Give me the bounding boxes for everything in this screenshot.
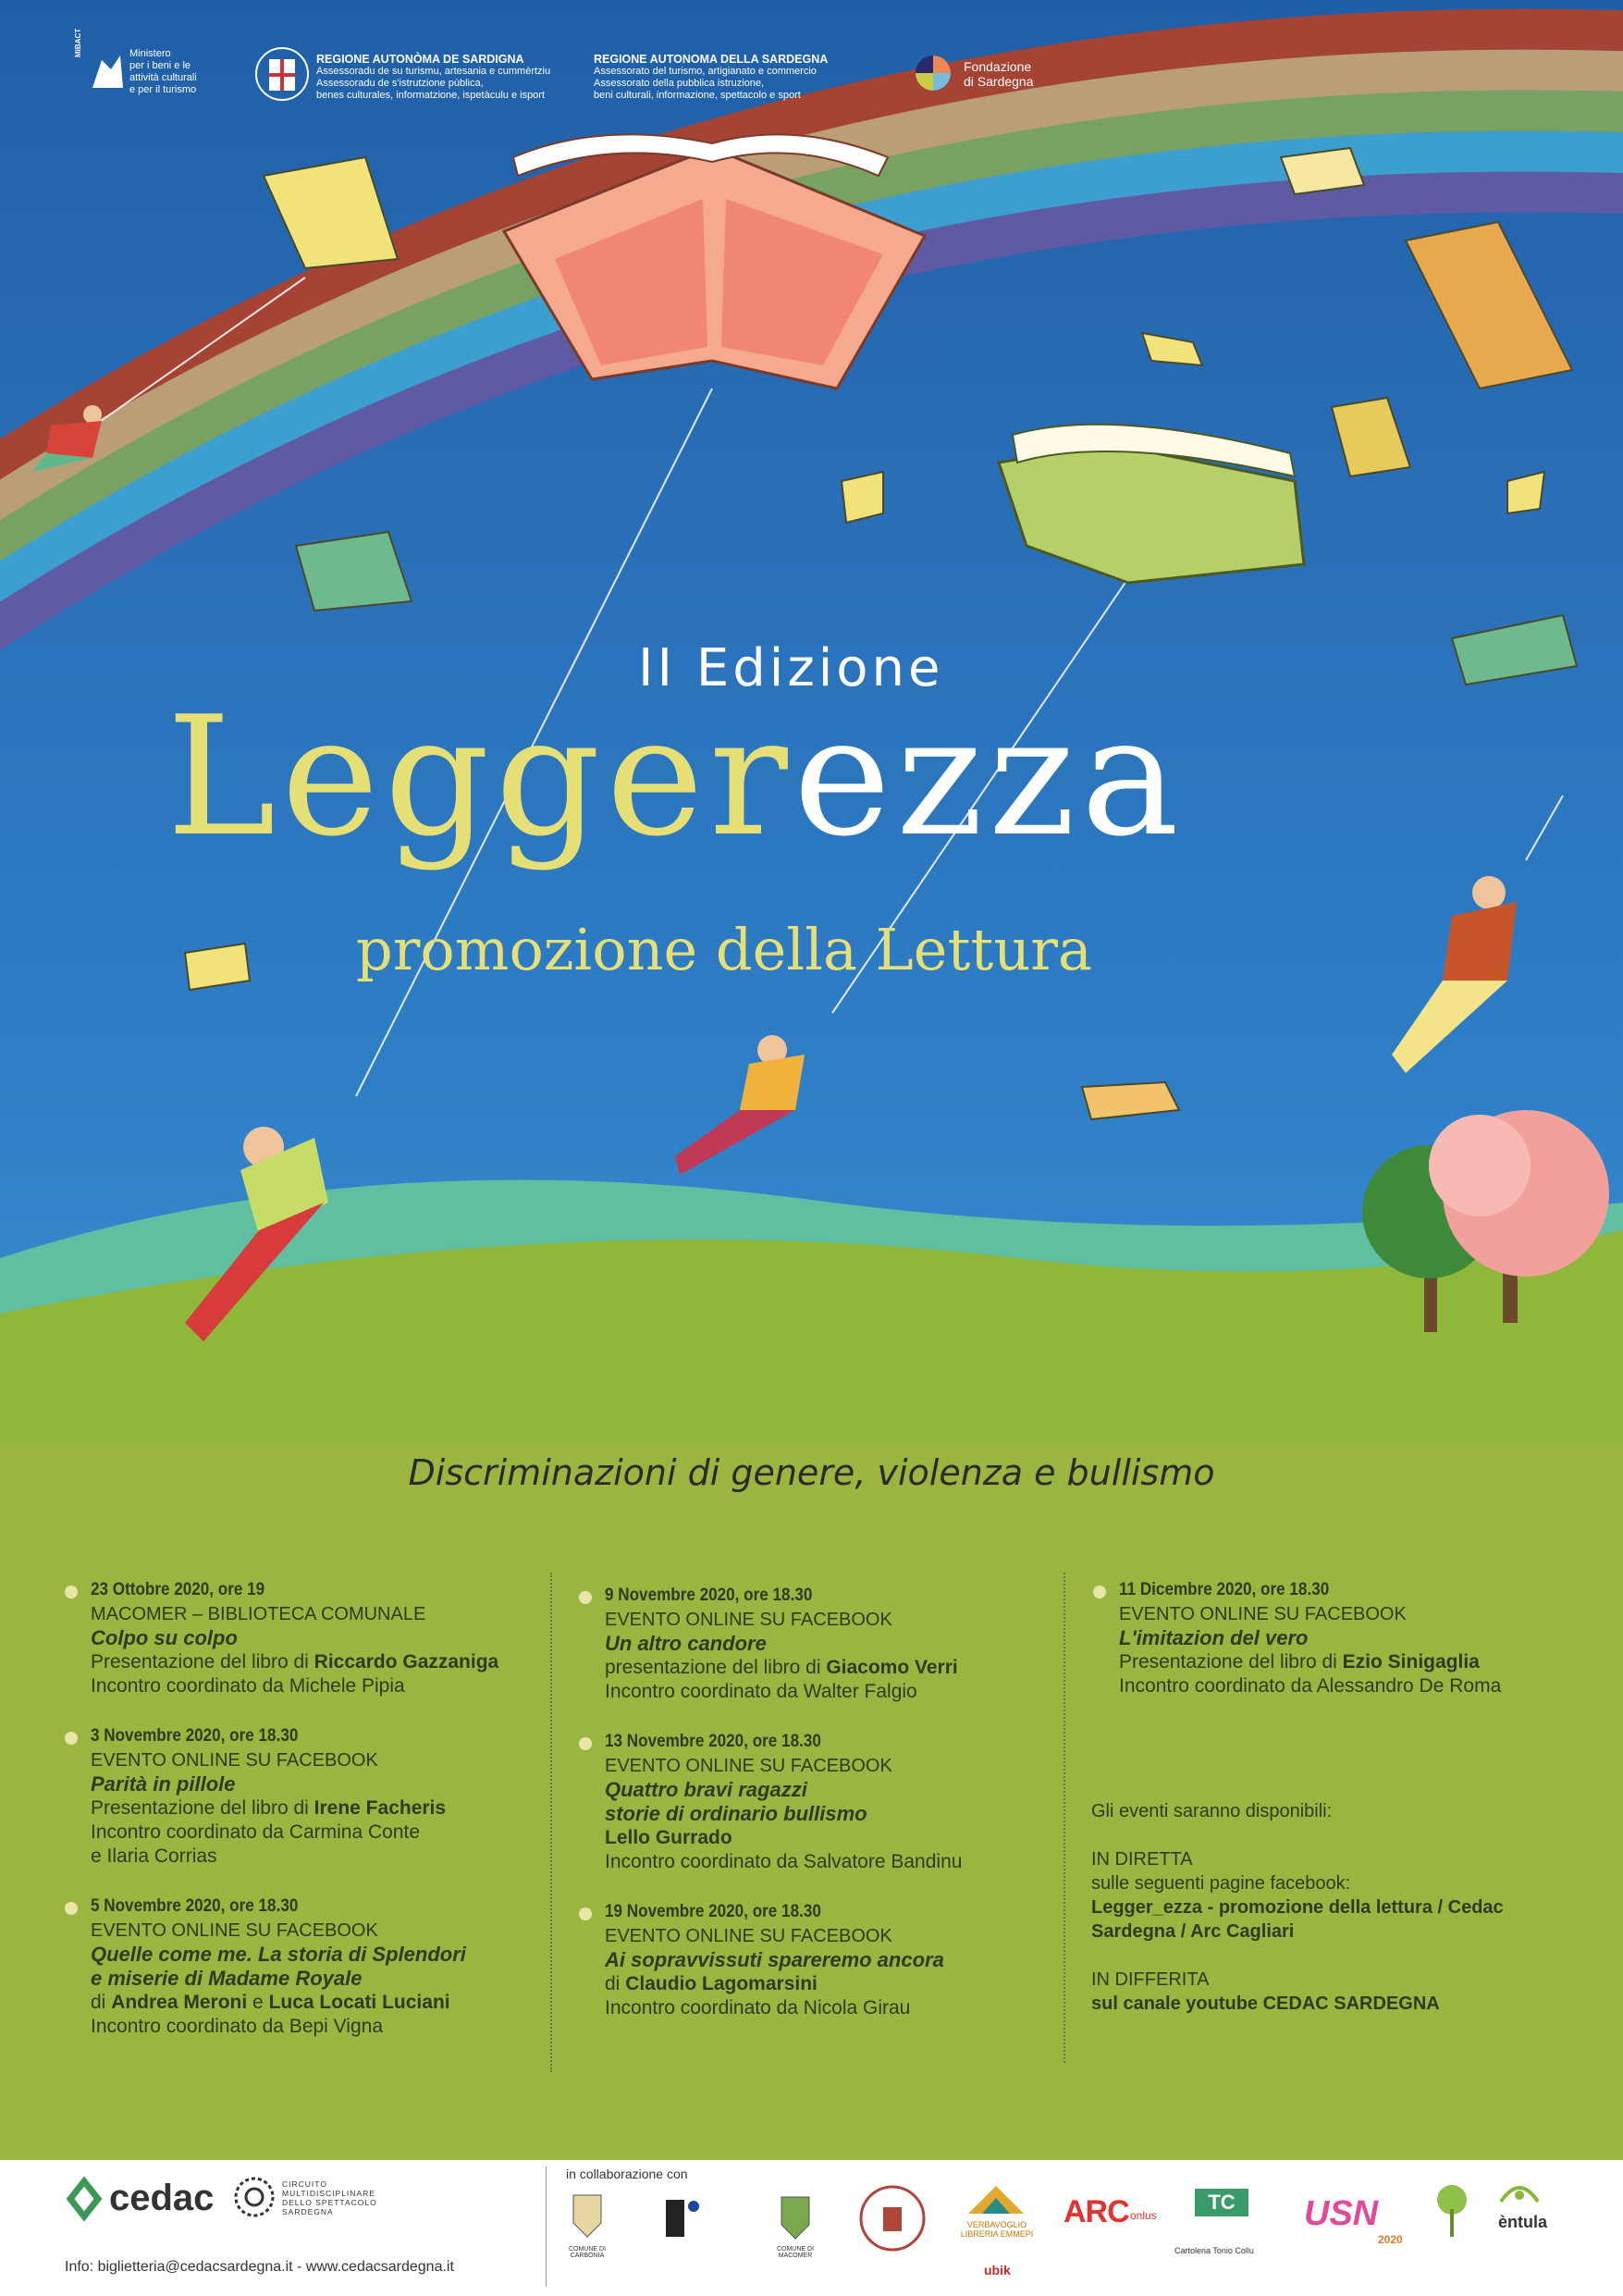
ubik-logo: ubik bbox=[984, 2263, 1011, 2277]
events-column-2 bbox=[605, 1584, 1049, 2046]
event-item: 13 Novembre 2020, ore 18.30 EVENTO ONLINE SU FACEBOOK Quattro bravi ragazzi storie di ordinario bullismo Lello Gurrado Incontro coordinato da Salvatore Bandinu bbox=[605, 1730, 1049, 1874]
small-book bbox=[1406, 222, 1572, 389]
theme: Discriminazioni di genere, violenza e bullismo bbox=[408, 1452, 1215, 1493]
events-column-1 bbox=[91, 1578, 535, 2065]
library-logo-icon bbox=[661, 2192, 703, 2243]
arc-logo: ARC bbox=[1064, 2194, 1129, 2229]
circuito-text: CIRCUITO MULTIDISCIPLINARE DELLO SPETTACOLO SARDEGNA bbox=[282, 2179, 377, 2216]
column-divider bbox=[1064, 1573, 1065, 2063]
macomer-crest-icon bbox=[777, 2192, 814, 2243]
verbavoglio-label: VERBAVOGLIO LIBRERIA EMMEPI bbox=[960, 2220, 1034, 2239]
mibact-abbr: MiBACT bbox=[74, 28, 82, 57]
small-book bbox=[842, 472, 883, 523]
event-item: 3 Novembre 2020, ore 18.30 EVENTO ONLINE SU FACEBOOK Parità in pillole Presentazione del libro di Irene Facheris Incontro coordinato da Carmina Conte e Ilaria Corrias bbox=[91, 1724, 535, 1869]
tc-logo: TC bbox=[1195, 2189, 1248, 2216]
flying-figure bbox=[1392, 876, 1517, 1073]
small-book bbox=[264, 157, 398, 268]
sardinia-coat-of-arms-icon bbox=[254, 46, 310, 102]
mibact-text: Ministero per i beni e le attività culturali e per il turismo bbox=[129, 48, 197, 95]
sardinia-2-text: REGIONE AUTONOMA DELLA SARDEGNA Assessorato del turismo, artigianato e commercio Assessorato della pubblica istruzione, beni culturali, informazione, spettacolo e sport bbox=[594, 53, 829, 101]
flying-figure bbox=[675, 1035, 805, 1175]
small-book bbox=[296, 532, 412, 611]
mibact-logo-icon bbox=[88, 51, 125, 93]
small-book bbox=[1452, 615, 1577, 685]
entula-logo-icon bbox=[1496, 2179, 1543, 2211]
biblioteca-stamp-icon bbox=[855, 2181, 929, 2255]
small-book bbox=[1332, 398, 1410, 476]
small-book bbox=[1142, 333, 1202, 365]
subtitle: promozione della Lettura bbox=[356, 916, 1092, 983]
small-book bbox=[1082, 1082, 1179, 1119]
carbonia-label: COMUNE DI CARBONIA bbox=[568, 2246, 607, 2259]
tree-logo-icon bbox=[1432, 2181, 1473, 2241]
small-book bbox=[185, 944, 250, 990]
usn-year: 2020 bbox=[1378, 2233, 1403, 2246]
entula-label: èntula bbox=[1498, 2213, 1548, 2231]
bullet-icon bbox=[579, 1907, 592, 1920]
info-contacts: Info: biglietteria@cedacsardegna.it - www.cedacsardegna.it bbox=[65, 2259, 454, 2275]
event-item: 9 Novembre 2020, ore 18.30 EVENTO ONLINE SU FACEBOOK Un altro candore presentazione del libro di Giacomo Verri Incontro coordinato da Walter Falgio bbox=[605, 1584, 1049, 1704]
bullet-icon bbox=[579, 1737, 592, 1750]
edition-label: II Edizione bbox=[638, 638, 944, 698]
fondazione-text: Fondazione di Sardegna bbox=[964, 59, 1034, 89]
small-book bbox=[1507, 472, 1544, 513]
bullet-icon bbox=[65, 1902, 78, 1915]
arc-onlus-label: onlus bbox=[1130, 2209, 1157, 2222]
title-part-2: ezza bbox=[793, 681, 1185, 872]
event-item: 5 Novembre 2020, ore 18.30 EVENTO ONLINE SU FACEBOOK Quelle come me. La storia di Splendori e miserie di Madame Royale di Andrea Meroni e Luca Locati Luciani Incontro coordinato da Bepi Vigna bbox=[91, 1895, 535, 2039]
bullet-icon bbox=[1093, 1586, 1106, 1599]
events-column-3 bbox=[1119, 1578, 1563, 1724]
sardinia-1-text: REGIONE AUTONÒMA DE SARDIGNA Assessoradu de su turismu, artesania e cummèrtziu Assessoradu de s'istrutzione pùblica, benes culturales, informatzione, ispetàculu e isport bbox=[316, 53, 551, 101]
verbavoglio-logo-icon bbox=[964, 2181, 1028, 2218]
small-book bbox=[1281, 148, 1364, 194]
availability-info: Gli eventi saranno disponibili: IN DIRETTA sulle seguenti pagine facebook: Legger_ezza - promozione della lettura / Cedac Sardegna / Arc Cagliari IN DIFFERITA sul canale youtube CEDAC SARDEGNA bbox=[1091, 1801, 1504, 2014]
bullet-icon bbox=[579, 1591, 592, 1604]
carbonia-crest-icon bbox=[569, 2191, 606, 2241]
collaboration-label: in collaborazione con bbox=[566, 2166, 688, 2181]
event-item: 23 Ottobre 2020, ore 19 MACOMER – BIBLIOTECA COMUNALE Colpo su colpo Presentazione del libro di Riccardo Gazzaniga Incontro coordinato da Michele Pipia bbox=[91, 1578, 535, 1698]
cartoleria-label: Cartoleria Tonio Collu bbox=[1174, 2246, 1254, 2255]
event-item: 19 Novembre 2020, ore 18.30 EVENTO ONLINE SU FACEBOOK Ai sopravvissuti spareremo ancora di Claudio Lagomarsini Incontro coordinato da Nicola Girau bbox=[605, 1900, 1049, 2020]
macomer-label: COMUNE DI MACOMER bbox=[776, 2246, 815, 2259]
column-divider bbox=[550, 1573, 552, 2072]
usn-logo: USN bbox=[1304, 2194, 1379, 2233]
book-kite-green bbox=[999, 425, 1304, 583]
footer-divider bbox=[546, 2166, 547, 2287]
title-part-1: Legger bbox=[166, 681, 793, 872]
bullet-icon bbox=[65, 1586, 78, 1599]
bullet-icon bbox=[65, 1732, 78, 1745]
main-title bbox=[166, 681, 1185, 872]
event-item: 11 Dicembre 2020, ore 18.30 EVENTO ONLINE SU FACEBOOK L'imitazion del vero Presentazione del libro di Ezio Sinigaglia Incontro coordinato da Alessandro De Roma bbox=[1119, 1578, 1563, 1698]
cedac-logo-icon bbox=[63, 2176, 105, 2222]
circuito-logo-icon bbox=[231, 2174, 277, 2220]
cedac-wordmark: cedac bbox=[109, 2178, 215, 2218]
fondazione-logo-icon bbox=[914, 54, 953, 93]
